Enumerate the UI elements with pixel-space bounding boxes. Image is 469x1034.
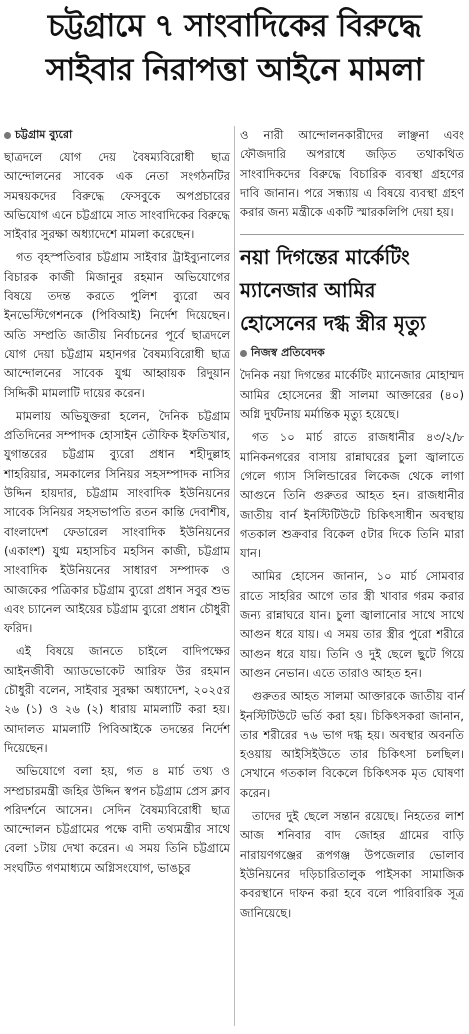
article2-paragraph: আমির হোসেন জানান, ১০ মার্চ সোমবার রাতে সাহরির আগে তার স্ত্রী খাবার গরম করার জন্য রান্নাঘরে যান। চুলা জ্বালানোর সাথে সাথে আগুন ধরে যায়। এ সময় তার স্ত্রীর পুরো শরীরে আগুন ধরে যায়। তিনি ও দুই ছেলে ছুটে গিয়ে আগুন নেভান। এতে তারাও আহত হন।: [240, 569, 464, 680]
article1-byline: [4, 126, 230, 145]
left-column: [4, 126, 230, 882]
headline-line-2: সাইবার নিরাপত্তা আইনে মামলা: [45, 52, 424, 88]
article2-headline-line-1: নয়া দিগন্তের মার্কেটিং: [240, 245, 410, 270]
column-divider: [234, 126, 235, 1026]
article1-paragraph: এই বিষয়ে জানতে চাইলে বাদিপক্ষের আইনজীবী অ্যাডভোকেট আরিফ উর রহমান চৌধুরী বলেন, সাইবার সুরক্ষা অধ্যাদেশ, ২০২৫র ২৬ (১) ও ২৬ (২) ধারায় মামলাটি করা হয়। আদালত মামলাটি পিবিআইকে তদন্তের নির্দেশ দিয়েছেন।: [4, 644, 230, 755]
right-column: [240, 126, 464, 927]
article2-headline-line-3: হোসেনের দগ্ধ স্ত্রীর মৃত্যু: [240, 311, 426, 336]
article2-headline: [240, 234, 464, 340]
article1-paragraph: অভিযোগে বলা হয়, গত ৪ মার্চ তথ্য ও সম্প্রচারমন্ত্রী জহির উদ্দিন স্বপন চট্টগ্রাম প্রেস ক্লাব পরিদর্শনে আসেন। সেদিন বৈষম্যবিরোধী ছাত্র আন্দোলন চট্টগ্রামের পক্ষে বাদী তথ্যমন্ত্রীর সাথে বেলা ১টায় দেখা করেন। এ সময় তিনি চট্টগ্রামে সংঘটিত গণমাধ্যমে অগ্নিসংযোগ, ভাঙচুর: [4, 764, 230, 875]
article2-paragraph: তাদের দুই ছেলে সন্তান রয়েছে। নিহতের লাশ আজ শনিবার বাদ জোহর গ্রামের বাড়ি নারায়ণগঞ্জের রূপগঞ্জ উপজেলার ভোলাব ইউনিয়নের দড়িচারিতালুক পাইসকা সামাজিক কবরস্থানে দাফন করা হবে বলে পারিবারিক সূত্র জানিয়েছে।: [240, 809, 464, 920]
article1-paragraph: গত বৃহস্পতিবার চট্টগ্রাম সাইবার ট্রাইব্যুনালের বিচারক কাজী মিজানুর রহমান অভিযোগের বিষয়ে তদন্ত করতে পুলিশ ব্যুরো অব ইনভেস্টিগেশনকে (পিবিআই) নির্দেশ দিয়েছেন। অতি সম্প্রতি জাতীয় নির্বাচনের পূর্বে ছাত্রদলে যোগ দেয়া চট্টগ্রাম মহানগর বৈষম্যবিরোধী ছাত্র আন্দোলনের সাবেক যুগ্ম আহ্বায়ক রিদুয়ান সিদ্দিকী মামলাটি দায়ের করেন।: [4, 250, 230, 400]
article2-paragraph: গুরুতর আহত সালমা আক্তারকে জাতীয় বার্ন ইনস্টিটিউটে ভর্তি করা হয়। চিকিৎসকরা জানান, তার শরীরের ৭৬ ভাগ দগ্ধ হয়। অবস্থার অবনতি হওয়ায় আইসিইউতে তার চিকিৎসা চলছিল। সেখানে গতকাল বিকেলে চিকিৎসক মৃত ঘোষণা করেন।: [240, 689, 464, 800]
article2-paragraph: দৈনিক নয়া দিগন্তের মার্কেটিং ম্যানেজার মোহাম্মদ আমির হোসেনের স্ত্রী সালমা আক্তারের (৪০) অগ্নি দুর্ঘটনায় মর্মান্তিক মৃত্যু হয়েছে।: [240, 368, 464, 422]
headline-line-1: চট্টগ্রামে ৭ সাংবাদিকের বিরুদ্ধে: [47, 8, 422, 44]
article1-paragraph: ছাত্রদলে যোগ দেয় বৈষম্যবিরোধী ছাত্র আন্দোলনের সাবেক এক নেতা সংগঠনটির সমন্বয়কদের বিরুদ্ধে ফেসবুকে অপপ্রচারের অভিযোগ এনে চট্টগ্রামে সাত সাংবাদিকের বিরুদ্ধে সাইবার সুরক্ষা অধ্যাদেশে মামলা করেছেন।: [4, 150, 230, 242]
article2-byline-text: নিজস্ব প্রতিবেদক: [251, 346, 325, 360]
bullet-icon: [4, 132, 11, 139]
main-headline: [0, 4, 469, 92]
article2-paragraph: গত ১০ মার্চ রাতে রাজধানীর ৪৩/২/৮ মানিকনগরের বাসায় রান্নাঘরের চুলা জ্বালাতে গেলে গ্যাস সিলিন্ডারের লিকেজ থেকে লাগা আগুনে তিনি গুরুতর আহত হন। রাজধানীর জাতীয় বার্ন ইনস্টিটিউটে চিকিৎসাধীন অবস্থায় গতকাল শুক্রবার বিকেল ৫টার দিকে তিনি মারা যান।: [240, 430, 464, 561]
article1-paragraph: মামলায় অভিযুক্তরা হলেন, দৈনিক চট্টগ্রাম প্রতিদিনের সম্পাদক হোসাইন তৌফিক ইফতিখার, যুগান্তরের চট্টগ্রাম ব্যুরো প্রধান শহীদুল্লাহ শাহরিয়ার, সমকালের সিনিয়র সহসম্পাদক নাসির উদ্দিন হায়দার, চট্টগ্রাম সাংবাদিক ইউনিয়নের সাবেক সিনিয়র সহসভাপতি রতন কান্তি দেবাশীষ, বাংলাদেশ ফেডারেল সাংবাদিক ইউনিয়নের (একাংশ) যুগ্ম মহাসচিব মহসিন কাজী, চট্টগ্রাম সাংবাদিক ইউনিয়নের সাধারণ সম্পাদক ও আজকের পত্রিকার চট্টগ্রাম ব্যুরো প্রধান সবুর শুভ এবং চ্যানেল আইয়ের চট্টগ্রাম ব্যুরো প্রধান চৌধুরী ফরিদ।: [4, 408, 230, 636]
article1-byline-text: চট্টগ্রাম ব্যুরো: [15, 128, 73, 141]
article2-headline-line-2: ম্যানেজার আমির: [240, 278, 376, 303]
article1-continued-paragraph: ও নারী আন্দোলনকারীদের লাঞ্ছনা এবং ফৌজদারি অপরাধে জড়িত তথাকথিত সাংবাদিকদের বিরুদ্ধে বিচারিক ব্যবস্থা গ্রহণের দাবি জানান। পরে সন্ধ্যায় এ বিষয়ে ব্যবস্থা গ্রহণ করার জন্য মন্ত্রীকে একটি স্মারকলিপি দেয়া হয়।: [240, 128, 464, 220]
article2-byline: [240, 344, 464, 363]
bullet-icon: [240, 350, 247, 357]
